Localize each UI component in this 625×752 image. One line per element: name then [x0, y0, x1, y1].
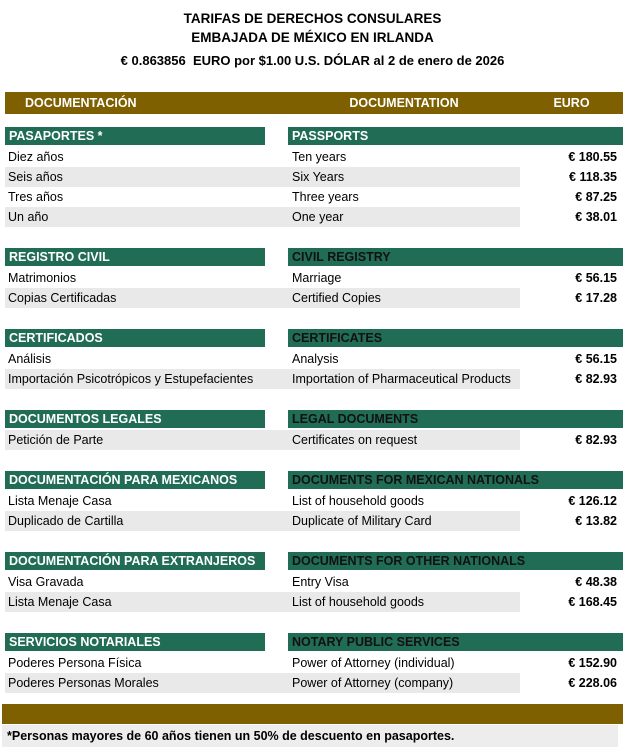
- fee-row: [5, 288, 623, 308]
- section-header-en: CERTIFICATES: [288, 329, 623, 347]
- fee-amount: € 82.93: [575, 372, 617, 386]
- exchange-rate-line: € 0.863856 EURO por $1.00 U.S. DÓLAR al 2 de enero de 2026: [120, 53, 505, 68]
- fee-item-en: One year: [288, 207, 520, 227]
- section-header-row: [5, 410, 623, 428]
- fee-item-en: Analysis: [292, 352, 339, 366]
- fee-item-en: List of household goods: [288, 592, 520, 612]
- fee-section: [0, 248, 625, 308]
- fee-amount: € 13.82: [575, 514, 617, 528]
- section-header-es: DOCUMENTOS LEGALES: [5, 410, 265, 428]
- column-header-euro: EURO: [553, 96, 590, 110]
- fee-item-es: Seis años: [5, 167, 288, 187]
- fee-row: [5, 592, 623, 612]
- fee-amount: € 87.25: [575, 190, 617, 204]
- fee-amount: € 152.90: [568, 656, 617, 670]
- fee-item-en: Certified Copies: [288, 288, 520, 308]
- section-header-row: [5, 329, 623, 347]
- section-header-en: DOCUMENTS FOR MEXICAN NATIONALS: [288, 471, 623, 489]
- fee-section: [0, 329, 625, 389]
- fee-amount: € 126.12: [568, 494, 617, 508]
- fee-item-es: Diez años: [8, 150, 64, 164]
- fee-amount: € 56.15: [575, 271, 617, 285]
- fee-item-es: Poderes Personas Morales: [5, 673, 288, 693]
- fee-item-en: Marriage: [292, 271, 342, 285]
- section-header-en: LEGAL DOCUMENTS: [288, 410, 623, 428]
- fee-row: [5, 147, 623, 167]
- section-header-row: [5, 633, 623, 651]
- fee-row: [5, 187, 623, 207]
- footnote: *Personas mayores de 60 años tienen un 50% de descuento en pasaportes.: [2, 725, 618, 747]
- column-header-documentation: DOCUMENTATION: [349, 96, 459, 110]
- fee-item-en: Three years: [292, 190, 359, 204]
- fee-row: [5, 268, 623, 288]
- fee-sections-container: [0, 127, 625, 693]
- section-header-en: PASSPORTS: [288, 127, 623, 145]
- document-title-block: [0, 0, 625, 70]
- fee-item-en: Entry Visa: [292, 575, 349, 589]
- fee-section: [0, 410, 625, 450]
- section-header-en: NOTARY PUBLIC SERVICES: [288, 633, 623, 651]
- fee-row: [5, 349, 623, 369]
- fee-row: [5, 673, 623, 693]
- section-header-es: DOCUMENTACIÓN PARA EXTRANJEROS: [5, 552, 265, 570]
- fee-amount: € 38.01: [575, 210, 617, 224]
- fee-amount: € 168.45: [568, 595, 617, 609]
- fee-amount: € 180.55: [568, 150, 617, 164]
- fee-item-en: Certificates on request: [288, 430, 520, 450]
- section-header-gap: [265, 552, 288, 570]
- fee-amount: € 82.93: [575, 433, 617, 447]
- fee-row: [5, 207, 623, 227]
- section-header-gap: [265, 248, 288, 266]
- fee-item-en: Ten years: [292, 150, 347, 164]
- fee-item-es: Petición de Parte: [5, 430, 288, 450]
- fee-item-es: Análisis: [8, 352, 52, 366]
- fee-amount: € 56.15: [575, 352, 617, 366]
- section-header-gap: [265, 410, 288, 428]
- fee-row: [5, 369, 623, 389]
- fee-item-en: List of household goods: [292, 494, 425, 508]
- embassy-name: EMBAJADA DE MÉXICO EN IRLANDA: [191, 30, 434, 45]
- fee-item-en: Power of Attorney (individual): [292, 656, 455, 670]
- fee-item-en: Importation of Pharmaceutical Products: [288, 369, 520, 389]
- fee-section: [0, 552, 625, 612]
- fee-section: [0, 633, 625, 693]
- fee-item-en: Duplicate of Military Card: [288, 511, 520, 531]
- fee-amount: € 228.06: [568, 676, 617, 690]
- section-header-es: PASAPORTES *: [5, 127, 265, 145]
- section-header-en: CIVIL REGISTRY: [288, 248, 623, 266]
- fee-row: [5, 430, 623, 450]
- fee-amount: € 118.35: [569, 170, 617, 184]
- fee-item-es: Importación Psicotrópicos y Estupefacientes: [5, 369, 288, 389]
- section-header-en: DOCUMENTS FOR OTHER NATIONALS: [288, 552, 623, 570]
- fee-item-es: Visa Gravada: [8, 575, 84, 589]
- fee-item-es: Tres años: [8, 190, 64, 204]
- fee-amount: € 48.38: [575, 575, 617, 589]
- column-header-documentacion: DOCUMENTACIÓN: [25, 96, 137, 110]
- fee-item-en: Six Years: [288, 167, 520, 187]
- fee-item-es: Matrimonios: [8, 271, 77, 285]
- fee-row: [5, 167, 623, 187]
- fee-section: [0, 471, 625, 531]
- section-header-es: DOCUMENTACIÓN PARA MEXICANOS: [5, 471, 265, 489]
- section-header-row: [5, 552, 623, 570]
- fee-amount: € 17.28: [575, 291, 617, 305]
- section-header-row: [5, 248, 623, 266]
- fee-row: [5, 572, 623, 592]
- section-header-gap: [265, 471, 288, 489]
- fee-item-es: Un año: [5, 207, 288, 227]
- section-header-gap: [265, 329, 288, 347]
- section-header-gap: [265, 127, 288, 145]
- fee-row: [5, 653, 623, 673]
- fee-row: [5, 491, 623, 511]
- document-title: TARIFAS DE DERECHOS CONSULARES: [183, 11, 442, 26]
- section-header-es: CERTIFICADOS: [5, 329, 265, 347]
- fee-item-en: Power of Attorney (company): [288, 673, 520, 693]
- section-header-es: SERVICIOS NOTARIALES: [5, 633, 265, 651]
- bottom-divider-bar: [2, 704, 623, 724]
- section-header-es: REGISTRO CIVIL: [5, 248, 265, 266]
- fee-item-es: Lista Menaje Casa: [5, 592, 288, 612]
- table-header-row: [5, 92, 623, 114]
- fee-item-es: Lista Menaje Casa: [8, 494, 112, 508]
- fee-section: [0, 127, 625, 227]
- fee-item-es: Copias Certificadas: [5, 288, 288, 308]
- section-header-gap: [265, 633, 288, 651]
- fee-item-es: Duplicado de Cartilla: [5, 511, 288, 531]
- fee-item-es: Poderes Persona Física: [8, 656, 142, 670]
- section-header-row: [5, 127, 623, 145]
- fee-row: [5, 511, 623, 531]
- section-header-row: [5, 471, 623, 489]
